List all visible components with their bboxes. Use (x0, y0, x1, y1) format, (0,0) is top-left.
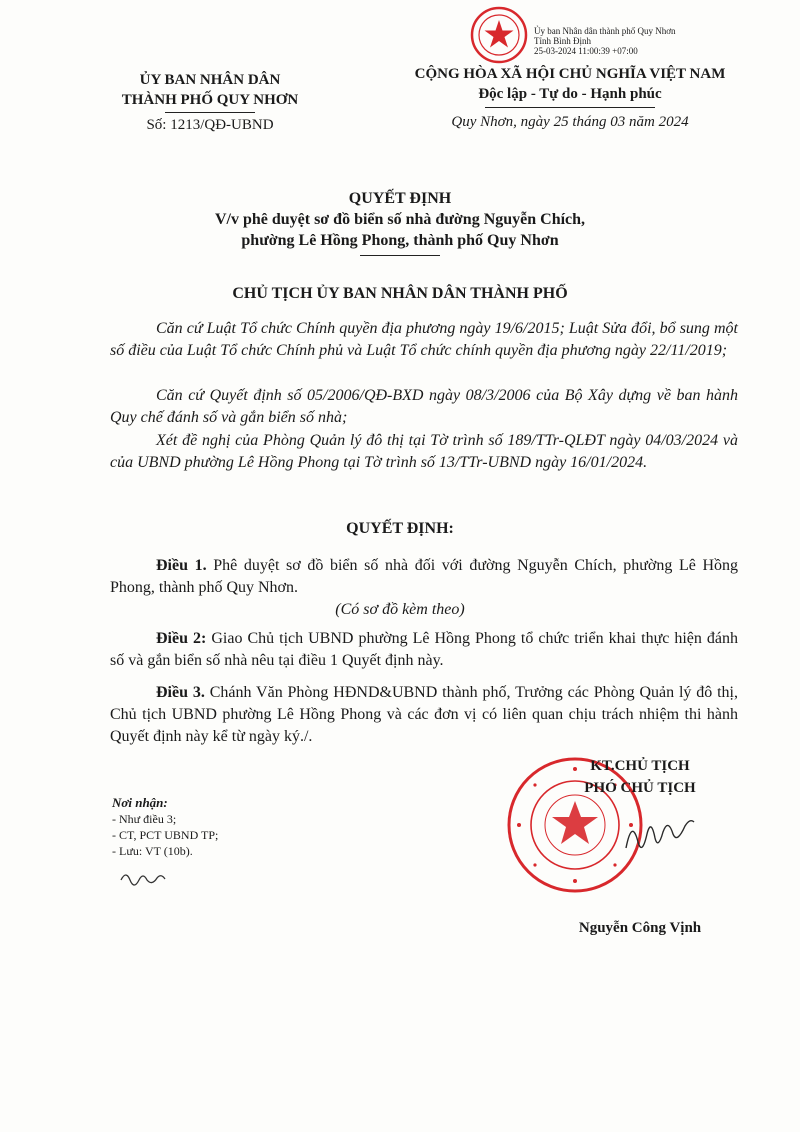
signer-role-1: KT.CHỦ TỊCH (590, 758, 690, 774)
agency-underline (165, 112, 255, 113)
article-1 (110, 555, 738, 599)
document-subject-line2: phường Lê Hồng Phong, thành phố Quy Nhơn (241, 232, 559, 249)
article-3 (110, 682, 738, 748)
agency-line2: THÀNH PHỐ QUY NHƠN (121, 92, 299, 108)
legal-basis-1: Căn cứ Luật Tổ chức Chính quyền địa phương ngày 19/6/2015; Luật Sửa đổi, bổ sung một số điều của Luật Tổ chức Chính phủ và Luật Tổ chức chính quyền địa phương ngày 22/11/2019; (110, 320, 738, 359)
document-number: Số: 1213/QĐ-UBND (146, 117, 274, 133)
document-subject-line1: V/v phê duyệt sơ đồ biển số nhà đường Nguyễn Chích, (214, 211, 586, 228)
national-motto: Độc lập - Tự do - Hạnh phúc (478, 86, 662, 102)
document-title: QUYẾT ĐỊNH (348, 190, 452, 207)
digital-signature-text (534, 26, 744, 56)
article-2-text: Giao Chủ tịch UBND phường Lê Hồng Phong tổ chức triển khai thực hiện đánh số và gắn biển số nhà nêu tại điều 1 Quyết định này. (110, 630, 739, 669)
article-1-text: Phê duyệt sơ đồ biển số nhà đối với đường Nguyễn Chích, phường Lê Hồng Phong, thành phố Quy Nhơn. (110, 557, 739, 596)
motto-underline (485, 107, 655, 108)
decision-heading: QUYẾT ĐỊNH: (346, 520, 454, 537)
signature-stamp-line1: Ủy ban Nhân dân thành phố Quy Nhơn (534, 26, 676, 36)
recipients-heading: Nơi nhận: (112, 795, 168, 810)
signer-name: Nguyễn Công Vịnh (578, 920, 702, 936)
digital-signature-seal-icon (470, 6, 528, 64)
recipient-item-3: - Lưu: VT (10b). (112, 844, 193, 858)
recipient-item-2: - CT, PCT UBND TP; (112, 828, 219, 842)
place-date: Quy Nhơn, ngày 25 tháng 03 năm 2024 (451, 114, 689, 130)
legal-basis-3: Xét đề nghị của Phòng Quản lý đô thị tại Tờ trình số 189/TTr-QLĐT ngày 04/03/2024 và của UBND phường Lê Hồng Phong tại Tờ trình số 13/TTr-UBND ngày 16/01/2024. (110, 432, 738, 471)
initials-scribble-icon (118, 868, 168, 893)
agency-line1: ỦY BAN NHÂN DÂN (139, 72, 281, 88)
signer-role-2: PHÓ CHỦ TỊCH (584, 780, 696, 796)
agency-name (90, 70, 330, 110)
national-title: CỘNG HÒA XÃ HỘI CHỦ NGHĨA VIỆT NAM (414, 66, 726, 82)
attachment-note: (Có sơ đồ kèm theo) (335, 601, 465, 618)
article-3-text: Chánh Văn Phòng HĐND&UBND thành phố, Trưởng các Phòng Quản lý đô thị, Chủ tịch UBND phường Lê Hồng Phong và các đơn vị có liên quan chịu trách nhiệm thi hành Quyết định này kể từ ngày ký./. (110, 684, 739, 745)
article-2-label: Điều 2: (156, 630, 207, 647)
subject-underline (360, 255, 440, 256)
article-2 (110, 628, 738, 672)
legal-basis-2: Căn cứ Quyết định số 05/2006/QĐ-BXD ngày 08/3/2006 của Bộ Xây dựng về ban hành Quy chế đánh số và gắn biển số nhà; (110, 387, 738, 426)
signature-stamp-line2: Tỉnh Bình Định (534, 36, 592, 46)
handwritten-signature-icon (620, 810, 700, 865)
article-3-label: Điều 3. (156, 684, 205, 701)
issuing-authority: CHỦ TỊCH ỦY BAN NHÂN DÂN THÀNH PHỐ (232, 285, 568, 302)
recipients-block (112, 795, 312, 859)
article-1-label: Điều 1. (156, 557, 207, 574)
recipient-item-1: - Như điều 3; (112, 812, 177, 826)
signature-stamp-line3: 25-03-2024 11:00:39 +07:00 (534, 46, 638, 56)
